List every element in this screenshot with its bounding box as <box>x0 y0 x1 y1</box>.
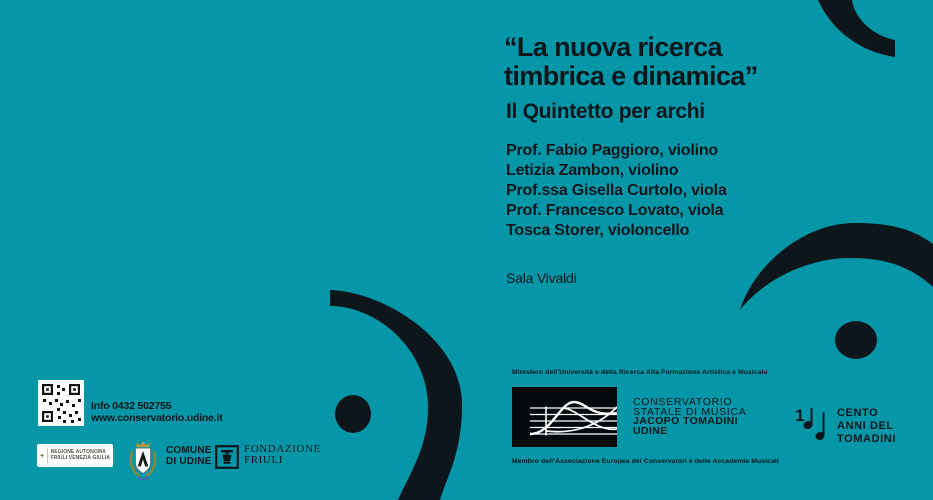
title-line-1: “La nuova ricerca <box>504 32 722 62</box>
fermata-arc-top-right <box>810 0 933 65</box>
region-line-1: REGIONE AUTONOMA <box>50 448 106 455</box>
region-line-2: FRIULI VENEZIA GIULIA <box>50 454 110 461</box>
conservatory-line-4: UDINE <box>633 425 668 438</box>
fermata-dot <box>335 395 371 433</box>
municipality-line-2: DI UDINE <box>166 455 212 467</box>
conservatory-line-2: STATALE DI MUSICA <box>633 405 747 418</box>
municipality-label <box>166 446 212 467</box>
qr-code-icon <box>38 380 84 426</box>
region-label <box>51 450 110 462</box>
conservatory-line-3: JACOPO TOMADINI <box>633 415 738 428</box>
eagle-icon <box>40 448 44 464</box>
music-staff-logo-icon <box>512 387 617 447</box>
fermata-dot <box>835 321 877 359</box>
title-line-2: timbrica e dinamica” <box>504 61 758 91</box>
centenary-line-3: TOMADINI <box>837 433 896 445</box>
fermata-center-icon <box>325 285 470 500</box>
performer-line: Letizia Zambon, violino <box>506 162 679 179</box>
contact-phone: Info 0432 502755 <box>91 400 172 412</box>
conservatory-line-1: CONSERVATORIO <box>633 396 733 408</box>
foundation-label <box>244 444 321 466</box>
conservatory-name <box>633 398 746 437</box>
foundation-tower-icon <box>215 445 239 469</box>
contact-block <box>91 400 223 424</box>
conservatory-logo <box>512 387 617 447</box>
centenary-label <box>837 407 896 446</box>
qr-code <box>38 380 84 426</box>
ministry-line: Ministero dell’Università e della Ricerca Alta Formazione Artistica e Musicale <box>512 369 768 376</box>
centenary-line-1: CENTO <box>837 407 879 419</box>
membership-line: Membro dell’Associazione Europea dei Conservatori e delle Accademie Musicali <box>512 458 779 465</box>
udine-crest-icon <box>127 439 159 483</box>
foundation-line-2: FRIULI <box>244 454 284 466</box>
venue-label: Sala Vivaldi <box>506 270 577 286</box>
performer-list <box>506 141 727 241</box>
region-fvg-logo <box>37 444 113 467</box>
poster-subtitle: Il Quintetto per archi <box>506 100 705 123</box>
hundred-notes-icon <box>795 404 829 446</box>
svg-text:1: 1 <box>795 406 805 425</box>
performer-line: Tosca Storer, violoncello <box>506 222 690 239</box>
fermata-right-icon <box>735 218 933 363</box>
poster-title <box>504 33 758 91</box>
performer-line: Prof. Francesco Lovato, viola <box>506 202 724 219</box>
municipality-line-1: COMUNE <box>166 445 212 456</box>
contact-website: www.conservatorio.udine.it <box>91 412 223 424</box>
foundation-line-1: FONDAZIONE <box>244 443 321 455</box>
performer-line: Prof. Fabio Paggioro, violino <box>506 142 718 159</box>
performer-line: Prof.ssa Gisella Curtolo, viola <box>506 182 727 199</box>
centenary-line-2: ANNI DEL <box>837 420 894 432</box>
